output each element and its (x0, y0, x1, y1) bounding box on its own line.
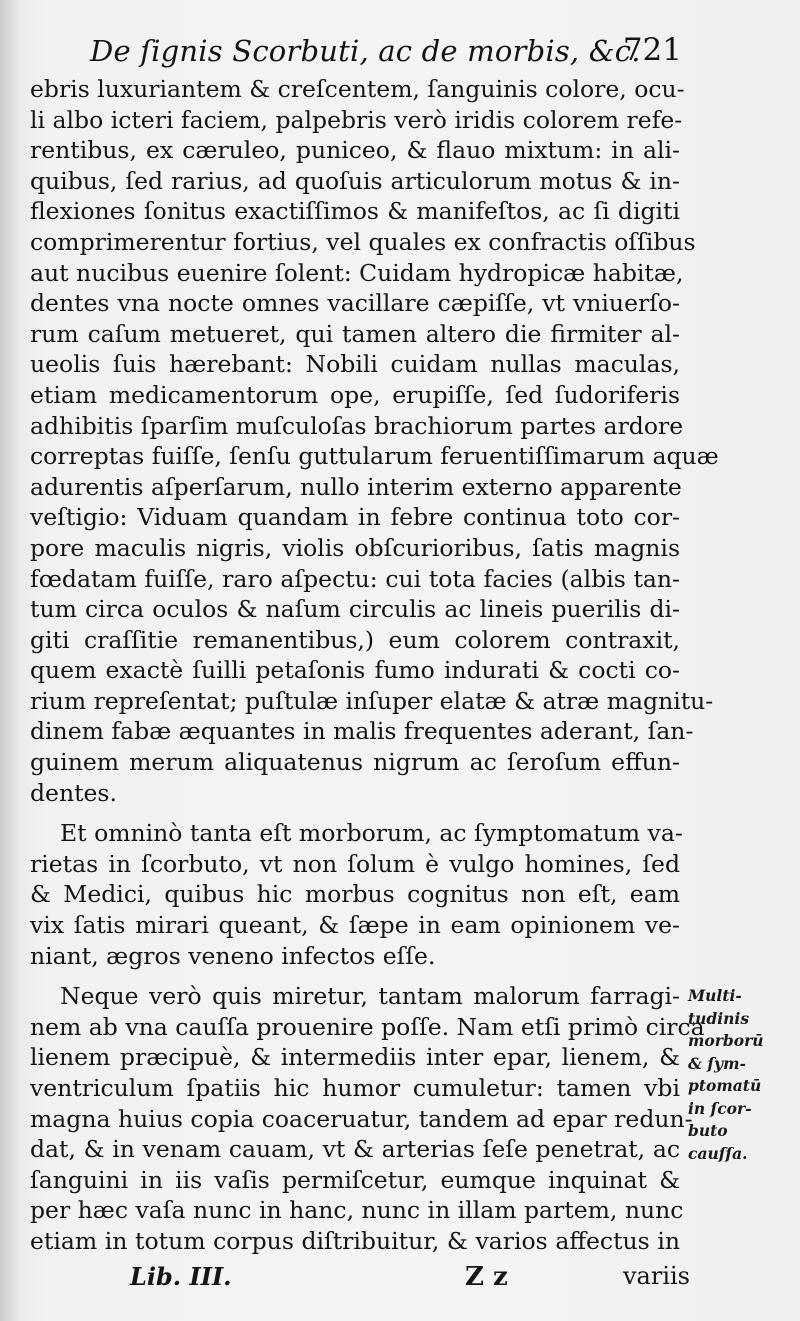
page-header (90, 30, 690, 74)
text-line: per hæc vaſa nunc in hanc, nunc in illam partem, nunc (30, 1196, 684, 1225)
text-line: li albo icteri faciem, palpebris verò iridis colorem refe- (30, 105, 683, 134)
text-line: vix ſatis mirari queant, & ſæpe in eam opinionem ve- (30, 911, 680, 940)
text-line: correptas fuiſſe, ſenſu guttularum feruentiſſimarum aquæ (30, 442, 719, 471)
marginal-note-line: buto (688, 1121, 728, 1140)
paragraph-3 (30, 981, 705, 1256)
book-signature: Lib. III. (130, 1262, 232, 1291)
text-line: dinem fabæ æquantes in malis frequentes aderant, ſan- (30, 717, 694, 746)
text-line: etiam in totum corpus diſtribuitur, & varios affectus in (30, 1226, 680, 1255)
text-line: comprimerentur fortius, vel quales ex confractis oſſibus (30, 227, 696, 256)
marginal-note-line: morborū (688, 1031, 764, 1050)
text-line: lienem præcipuè, & intermediis inter epar, lienem, & (30, 1043, 680, 1072)
text-line: rietas in ſcorbuto, vt non ſolum è vulgo homines, ſed (30, 849, 680, 878)
page-footer (130, 1262, 690, 1298)
text-line: Et omninò tanta eſt morborum, ac ſymptomatum va- (60, 819, 683, 848)
text-line: magna huius copia coaceruatur, tandem ad epar redun- (30, 1104, 693, 1133)
marginal-note-line: cauſſa. (688, 1143, 748, 1163)
marginal-note-line: Multi- (688, 986, 742, 1005)
text-line: giti craſſitie remanentibus,) eum colorem contraxit, (30, 625, 680, 654)
paragraph-1 (30, 74, 719, 808)
text-line: ebris luxuriantem & creſcentem, ſanguinis colore, ocu- (30, 75, 685, 103)
text-line: dentes vna nocte omnes vacillare cæpiſſe, vt vniuerſo- (30, 289, 680, 318)
text-line: nem ab vna cauſſa prouenire poſſe. Nam etſi primò circa (30, 1012, 705, 1041)
text-line: guinem merum aliquatenus nigrum ac ſeroſum effun- (30, 748, 680, 777)
marginal-note-line: tudinis (688, 1008, 750, 1028)
marginal-note-line: in ſcor- (688, 1098, 752, 1118)
text-line: niant, ægros veneno infectos eſſe. (30, 941, 436, 970)
text-line: etiam medicamentorum ope, erupiſſe, ſed ſudoriferis (30, 380, 680, 409)
text-line: ſanguini in iis vaſis permiſcetur, eumque inquinat & (30, 1165, 680, 1194)
text-line: dat, & in venam cauam, vt & arterias ſeſe penetrat, ac (30, 1135, 680, 1164)
text-line: dentes. (30, 778, 117, 807)
page-edge-shadow (0, 0, 20, 1321)
text-line: flexiones ſonitus exactiſſimos & manifeſtos, ac ſi digiti (30, 197, 680, 226)
marginal-note-line: ptomatū (688, 1076, 762, 1095)
text-line: adhibitis ſparſim muſculoſas brachiorum partes ardore (30, 411, 684, 440)
text-line: adurentis aſperſarum, nullo interim externo apparente (30, 472, 682, 501)
text-line: tum circa oculos & naſum circulis ac lineis puerilis di- (30, 595, 680, 624)
text-line: quem exactè ſuilli petaſonis fumo indurati & cocti co- (30, 656, 680, 685)
paragraph-gap (30, 971, 680, 981)
paragraph-2 (30, 818, 683, 971)
catchword: variis (622, 1262, 690, 1290)
text-line: Neque verò quis miretur, tantam malorum farragi- (60, 982, 680, 1011)
text-line: veſtigio: Viduam quandam in febre continua toto cor- (30, 503, 680, 532)
text-line: aut nucibus euenire ſolent: Cuidam hydropicæ habitæ, (30, 258, 684, 287)
paragraph-gap (30, 808, 680, 818)
text-line: ventriculum ſpatiis hic humor cumuletur: tamen vbi (30, 1074, 680, 1102)
quire-mark: Z z (465, 1262, 508, 1292)
page-number: 721 (622, 32, 682, 68)
running-title: De ſignis Scorbuti, ac de morbis, &c. (90, 34, 641, 68)
text-line: rium repreſentat; puſtulæ inſuper elatæ & atræ magnitu- (30, 686, 714, 715)
text-line: & Medici, quibus hic morbus cognitus non eſt, eam (30, 880, 680, 909)
text-line: fœdatam fuiſſe, raro aſpectu: cui tota facies (albis tan- (30, 564, 680, 593)
text-line: rentibus, ex cæruleo, puniceo, & flauo mixtum: in ali- (30, 136, 680, 165)
text-line: rum caſum metueret, qui tamen altero die firmiter al- (30, 319, 680, 348)
text-line: quibus, ſed rarius, ad quoſuis articulorum motus & in- (30, 166, 680, 195)
marginal-note (688, 985, 798, 1165)
marginal-note-line: & ſym- (688, 1053, 746, 1073)
text-line: pore maculis nigris, violis obſcurioribus, ſatis magnis (30, 533, 680, 562)
text-line: ueolis ſuis hærebant: Nobili cuidam nullas maculas, (30, 350, 680, 379)
